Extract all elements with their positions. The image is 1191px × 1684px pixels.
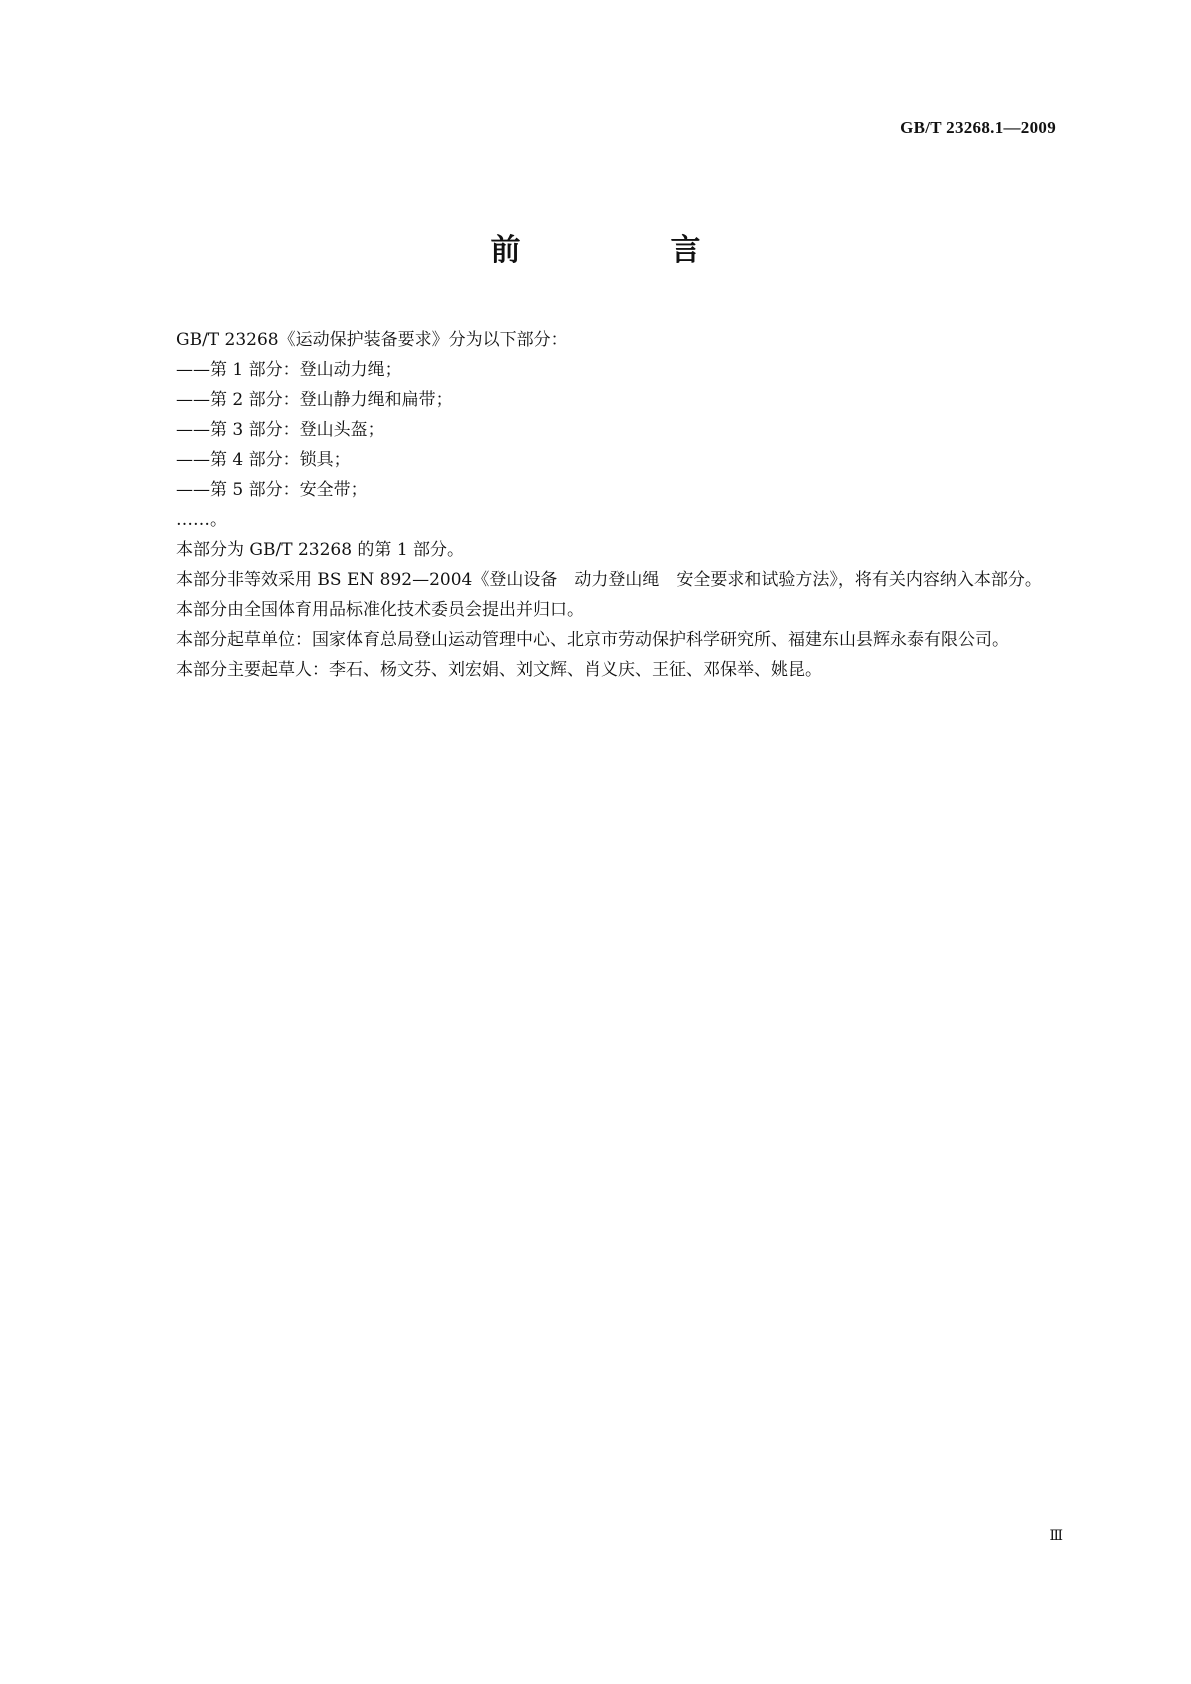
- list-item-part-1: ——第 1 部分：登山动力绳；: [176, 360, 402, 380]
- paragraph-adoption: 本部分非等效采用 BS EN 892—2004《登山设备 动力登山绳 安全要求和试验方法》，将有关内容纳入本部分。: [176, 570, 1042, 590]
- standard-code: GB/T 23268.1—2009: [900, 118, 1056, 137]
- list-item-ellipsis: ……。: [176, 510, 227, 530]
- page-title: 前 言: [490, 233, 761, 268]
- paragraph-drafters: 本部分主要起草人：李石、杨文芬、刘宏娟、刘文辉、肖义庆、王征、邓保举、姚昆。: [176, 660, 822, 680]
- list-item-part-3: ——第 3 部分：登山头盔；: [176, 420, 385, 440]
- list-item-part-4: ——第 4 部分：锁具；: [176, 450, 351, 470]
- paragraph-proposer: 本部分由全国体育用品标准化技术委员会提出并归口。: [176, 600, 584, 620]
- paragraph-drafting-units: 本部分起草单位：国家体育总局登山运动管理中心、北京市劳动保护科学研究所、福建东山县辉永泰有限公司。: [176, 630, 1009, 650]
- page-number: Ⅲ: [1049, 1529, 1063, 1544]
- list-item-part-5: ——第 5 部分：安全带；: [176, 480, 368, 500]
- paragraph-part-statement: 本部分为 GB/T 23268 的第 1 部分。: [176, 540, 465, 560]
- list-item-part-2: ——第 2 部分：登山静力绳和扁带；: [176, 390, 453, 410]
- document-body: [136, 325, 1056, 685]
- intro-paragraph: GB/T 23268《运动保护装备要求》分为以下部分：: [176, 330, 568, 350]
